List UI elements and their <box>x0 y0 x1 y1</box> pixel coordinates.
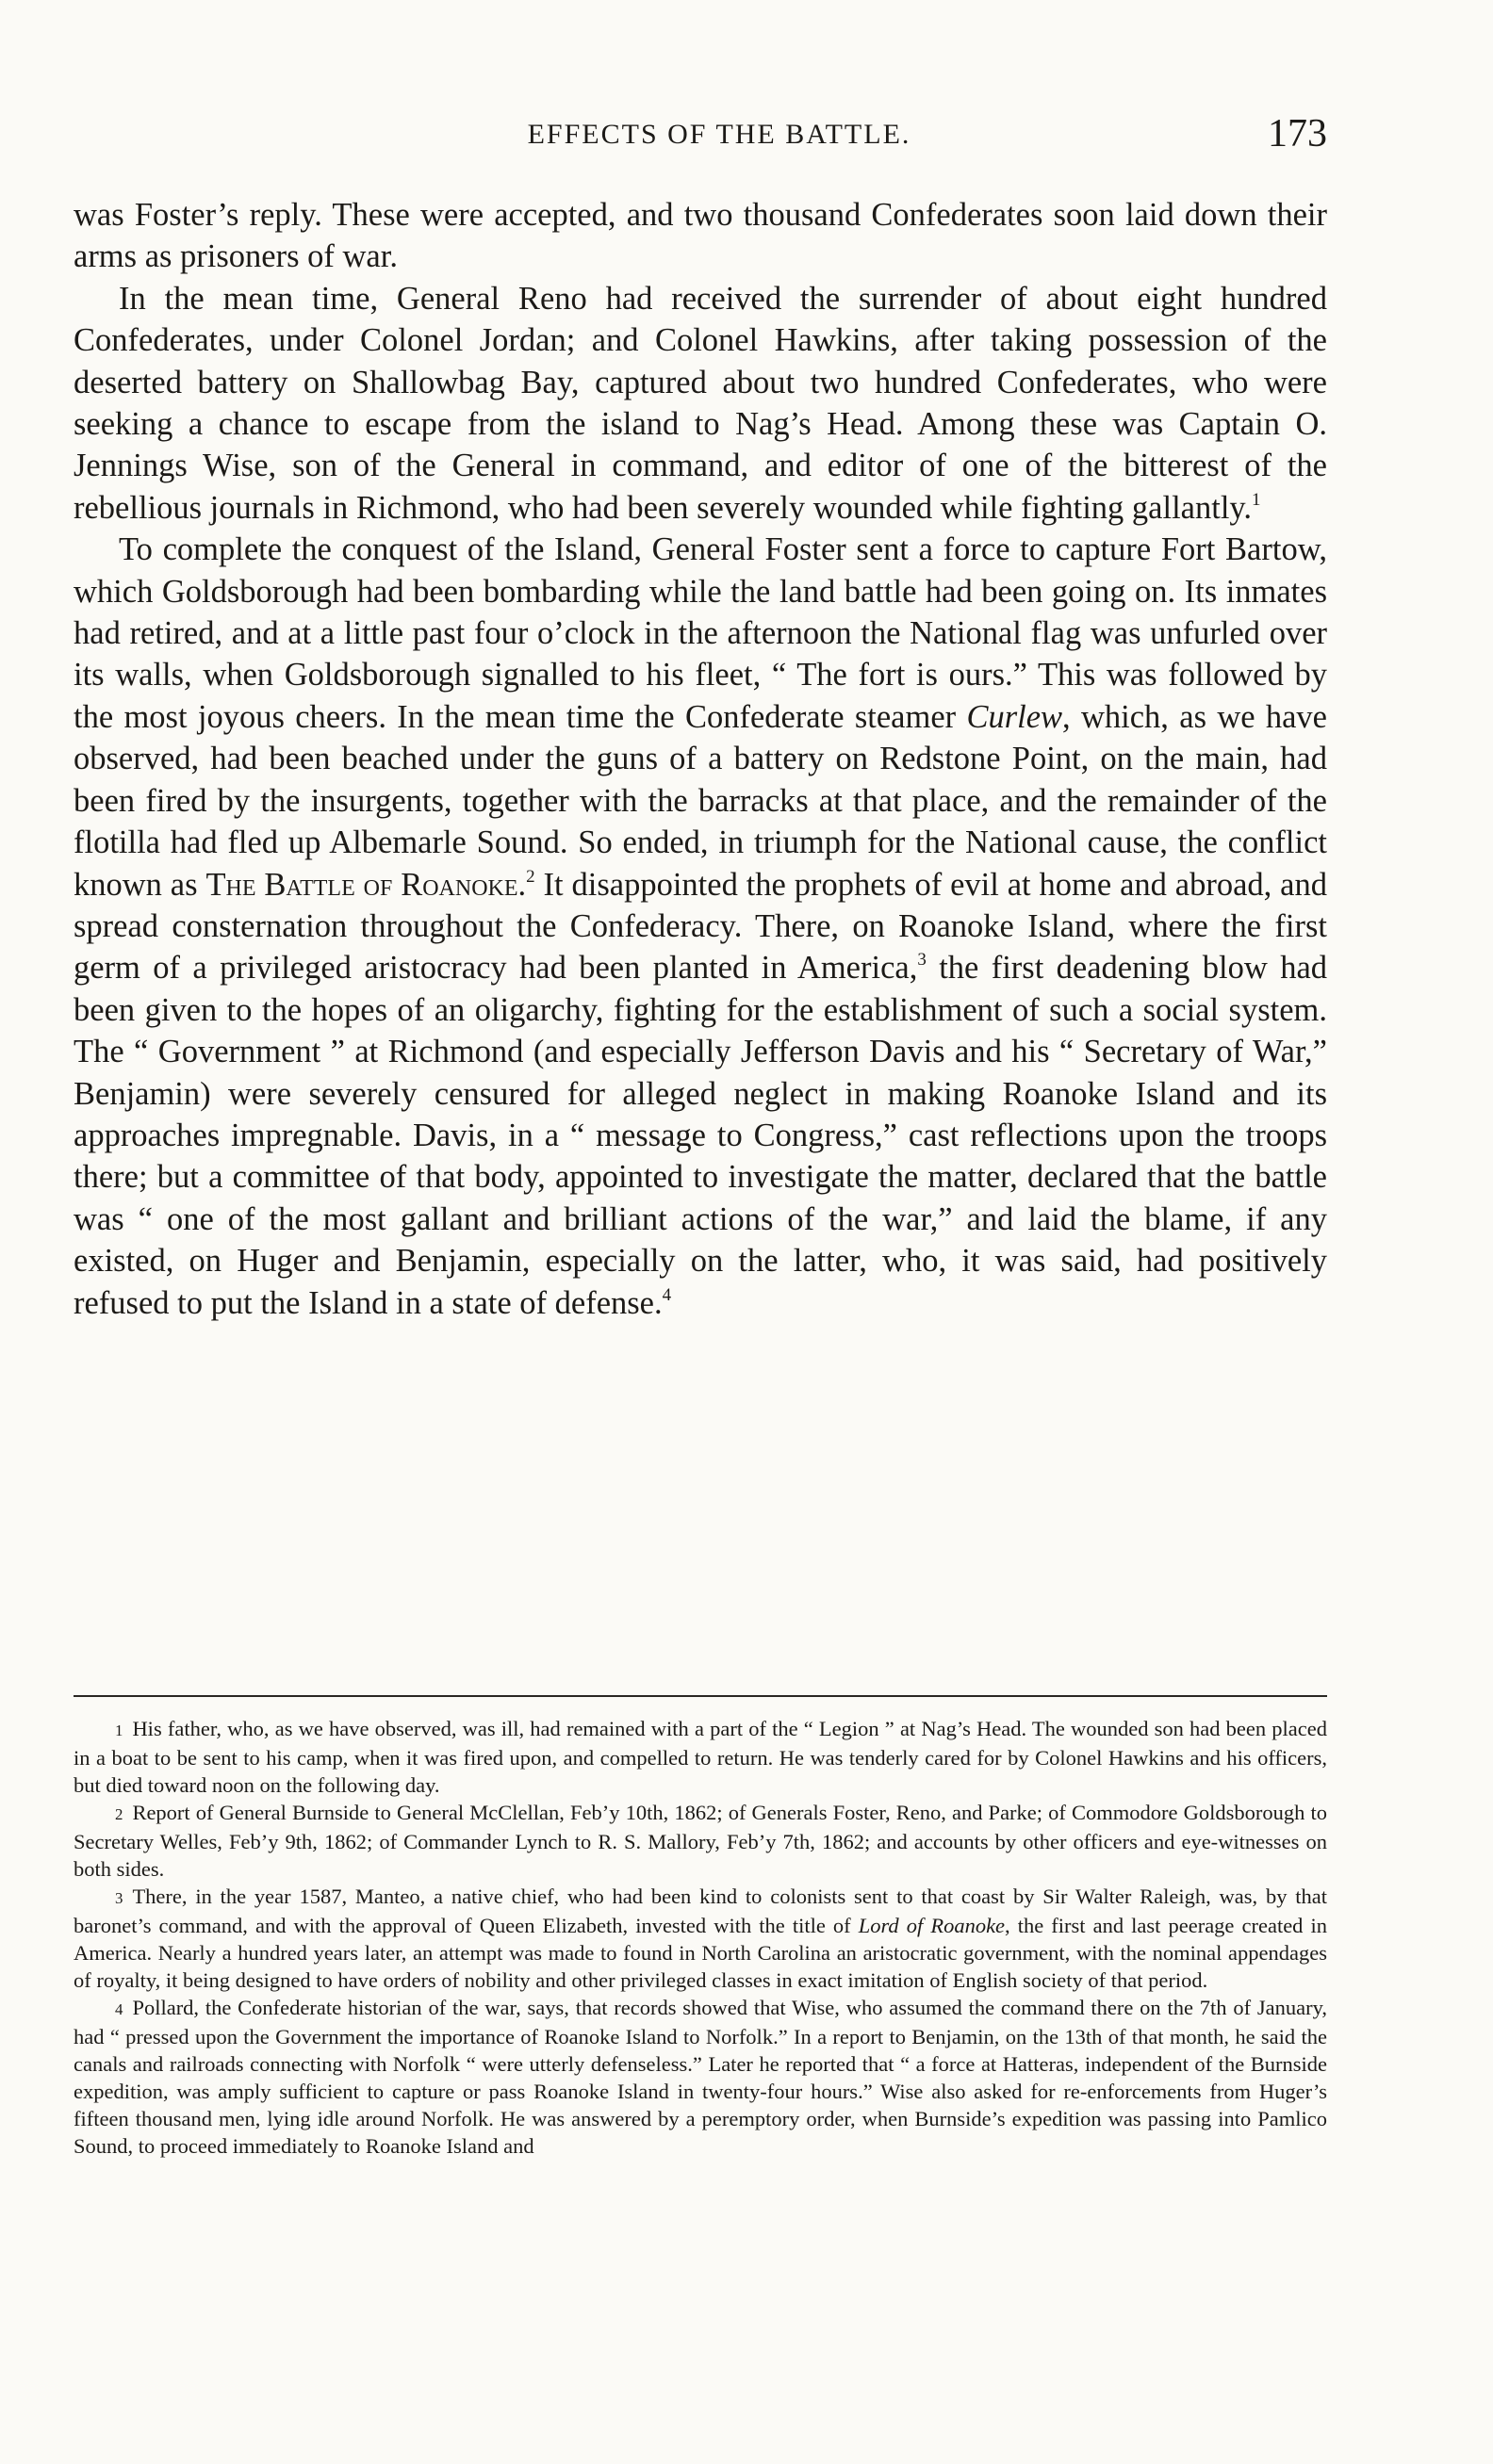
paragraph-3 <box>74 529 1327 1324</box>
body-text <box>74 194 1327 1324</box>
running-head <box>74 111 1327 162</box>
running-title: EFFECTS OF THE BATTLE. <box>527 119 911 150</box>
footnote-4 <box>74 1994 1327 2160</box>
footnote-ref-4: 4 <box>662 1284 672 1305</box>
footnote-2 <box>74 1799 1327 1883</box>
ship-name-curlew: Curlew <box>966 698 1063 735</box>
paragraph-2 <box>74 278 1327 529</box>
paragraph-1-text: was Foster’s reply. These were accepted, and two thousand Confederates soon laid down their arms as prisoners of war. <box>74 197 1327 275</box>
footnote-2-text: Report of General Burnside to General McClellan, Feb’y 10th, 1862; of Generals Foster, Reno, and Parke; of Commodore Goldsborough to Secretary Welles, Feb’y 9th, 1862; of Commander Lynch to R. S. Mallory, Feb’y 7th, 1862; and accounts by other officers and eye-witnesses on both sides. <box>74 1801 1327 1881</box>
paragraph-2-text: In the mean time, General Reno had received the surrender of about eight hundred Confederates, under Colonel Jordan; and Colonel Hawkins, after taking possession of the deserted battery on Shallowbag Bay, captured about two hundred Confederates, who were seeking a chance to escape from the island to Nag’s Head. Among these was Captain O. Jennings Wise, son of the General in command, and editor of one of the bitterest of the rebellious journals in Richmond, who had been severely wounded while fighting gallantly. <box>74 280 1327 526</box>
footnote-ref-3: 3 <box>917 950 927 971</box>
footnote-1 <box>74 1715 1327 1799</box>
footnote-1-number: 1 <box>115 1722 123 1739</box>
footnote-3-number: 3 <box>115 1889 123 1907</box>
footnote-3-text-b: , the first and last peerage created in America. Nearly a hundred years later, an attempt was made to found in North Carolina an aristocratic government, with the nominal appendages of royalty, it being designed to have orders of nobility and other privileged classes in exact imitation of English society of that period. <box>74 1914 1328 1992</box>
footnote-3 <box>74 1883 1327 1994</box>
footnote-4-number: 4 <box>115 2000 123 2018</box>
footnote-ref-2: 2 <box>526 866 535 887</box>
battle-name: The Battle of Roanoke. <box>205 866 527 903</box>
footnote-4-text: Pollard, the Confederate historian of the war, says, that records showed that Wise, who assumed the command there on the 7th of January, had “ pressed upon the Government the importance of Roanoke Island to Norfolk.” In a report to Benjamin, on the 13th of that month, he said the canals and railroads connecting with Norfolk “ were utterly defenseless.” Later he reported that “ a force at Hatteras, independent of the Burnside expedition, was amply sufficient to capture or pass Roanoke Island in twenty-four hours.” Wise also asked for re-enforcements from Huger’s fifteen thousand men, lying idle around Norfolk. He was answered by a peremptory order, when Burnside’s expedition was passing into Pamlico Sound, to proceed immediately to Roanoke Island and <box>74 1996 1327 2158</box>
footnote-divider <box>74 1695 1327 1697</box>
page-number: 173 <box>1268 112 1327 155</box>
footnote-1-text: His father, who, as we have observed, was ill, had remained with a part of the “ Legion ” at Nag’s Head. The wounded son had been placed in a boat to be sent to his camp, when it was fired upon, and compelled to return. He was tenderly cared for by Colonel Hawkins and his officers, but died toward noon on the following day. <box>74 1717 1327 1797</box>
footnote-3-text-a: There, in the year 1587, Manteo, a native chief, who had been kind to colonists sent to that coast by Sir Walter Raleigh, was, by that baronet’s command, and with the approval of Queen Elizabeth, invested with the title of <box>74 1885 1327 1937</box>
paragraph-3-text-a: To complete the conquest of the Island, General Foster sent a force to capture Fort Bartow, which Goldsborough had been bombarding while the land battle had been going on. Its inmates had retired, and at a little past four o’clock in the afternoon the National flag was unfurled over its walls, when Goldsborough signalled to his fleet, “ The fort is ours.” This was followed by the most joyous cheers. In the mean time the Confederate steamer <box>74 531 1327 735</box>
title-lord-of-roanoke: Lord of Roanoke <box>858 1914 1006 1937</box>
paragraph-3-text-c: It disappointed the prophets of evil at home and abroad, and spread consternation throughout the Confederacy. There, on Roanoke Island, where the first germ of a privileged aristocracy had been planted in America, <box>74 866 1327 987</box>
book-page <box>74 0 1327 2464</box>
footnotes <box>74 1715 1327 2160</box>
paragraph-3-text-d: the first deadening blow had been given to the hopes of an oligarchy, fighting for the establishment of such a social system. The “ Government ” at Richmond (and especially Jefferson Davis and his “ Secretary of War,” Benjamin) were severely censured for alleged neglect in making Roanoke Island and its approaches impregnable. Davis, in a “ message to Congress,” cast reflections upon the troops there; but a committee of that body, appointed to investigate the matter, declared that the battle was “ one of the most gallant and brilliant actions of the war,” and laid the blame, if any existed, on Huger and Benjamin, especially on the latter, who, it was said, had positively refused to put the Island in a state of defense. <box>74 950 1328 1321</box>
paragraph-1 <box>74 194 1327 278</box>
paragraph-3-text-b: , which, as we have observed, had been beached under the guns of a battery on Redstone Point, on the main, had been fired by the insurgents, together with the barracks at that place, and the remainder of the flotilla had fled up Albemarle Sound. So ended, in triumph for the National cause, the conflict known as <box>74 698 1327 903</box>
footnote-2-number: 2 <box>115 1805 123 1823</box>
footnote-ref-1: 1 <box>1252 489 1261 510</box>
